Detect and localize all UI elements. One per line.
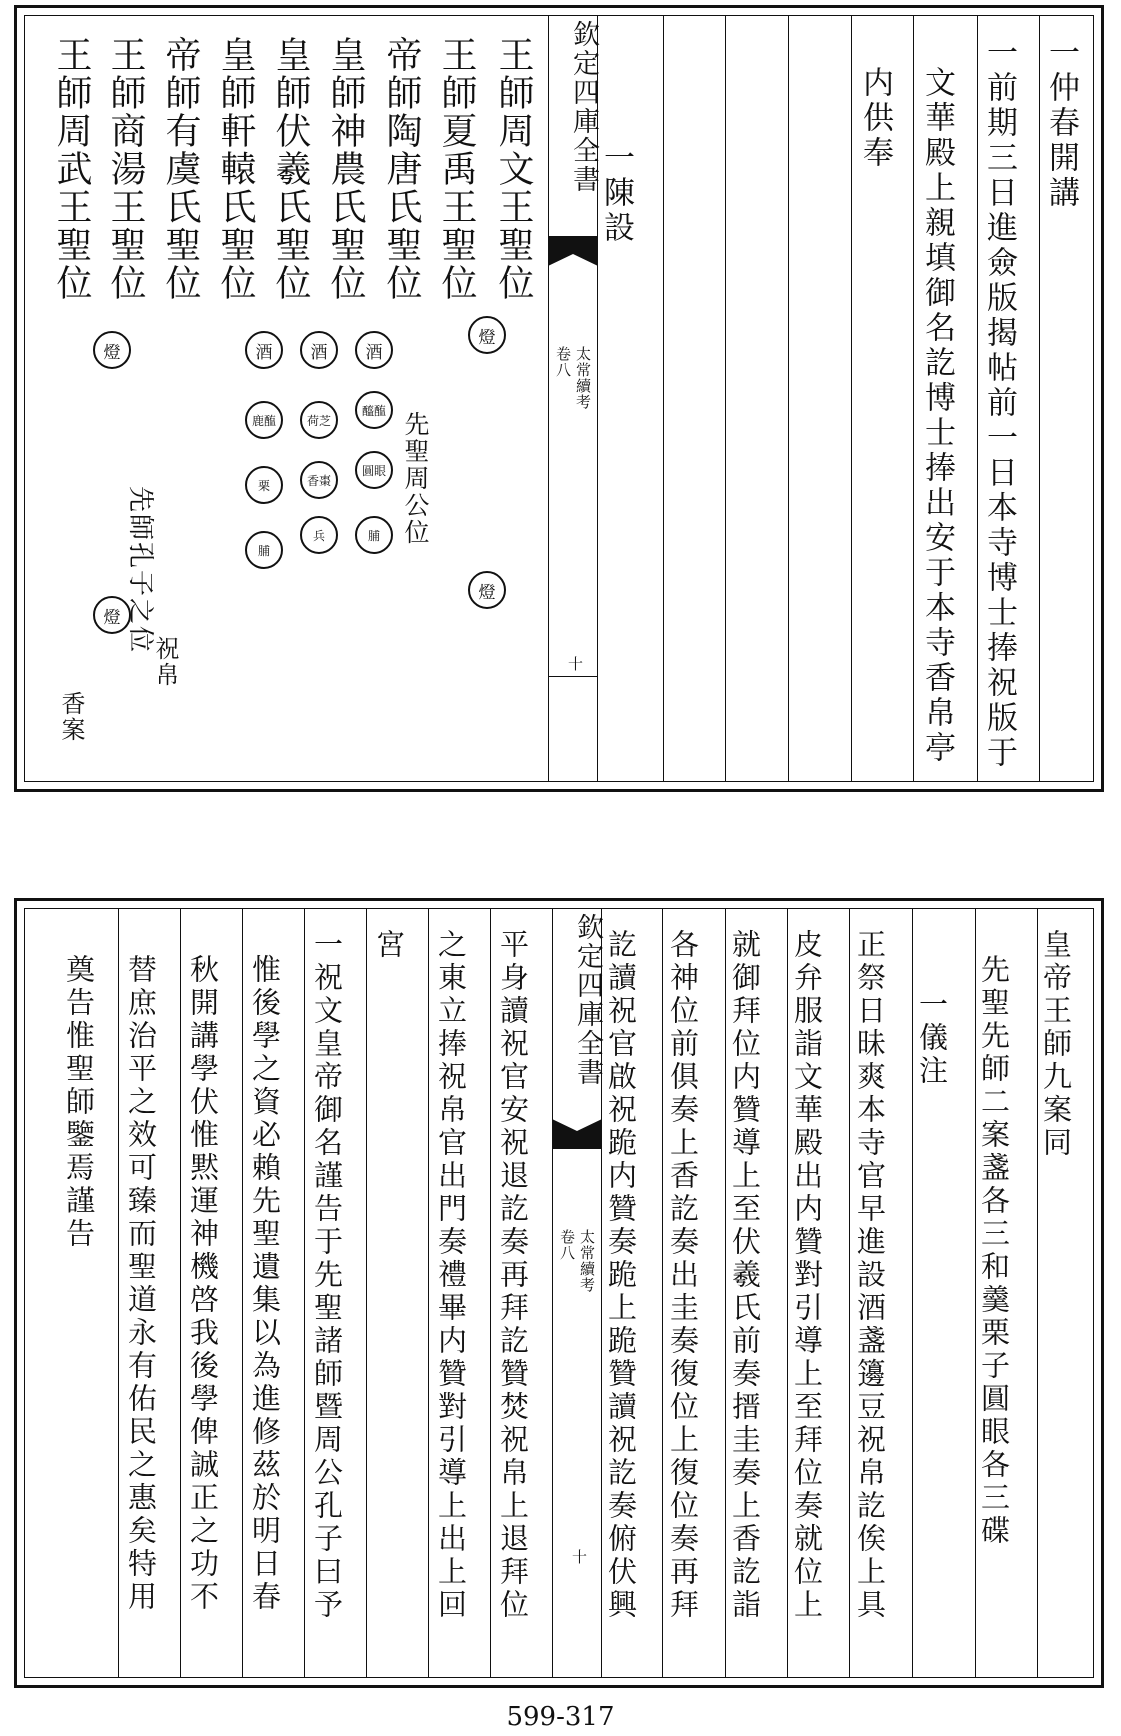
- divider: [849, 909, 850, 1677]
- text-column: 一祝文皇帝御名謹告于先聖諸師暨周公孔子曰予: [310, 929, 344, 1622]
- text-column: 各神位前俱奏上香訖奏出圭奏復位上復位奏再拜: [666, 929, 700, 1622]
- duke-zhou-seat: 先聖周公位: [401, 411, 430, 546]
- text-column: 文華殿上親填御名訖博士捧出安于本寺香帛亭: [919, 66, 955, 766]
- divider: [662, 909, 663, 1677]
- lamp-tag: 燈: [468, 571, 506, 609]
- food-tag: 栗: [245, 466, 283, 504]
- prayer-silk-label: 祝帛: [151, 636, 179, 688]
- text-column: 一儀注: [915, 989, 949, 1088]
- text-column: 正祭日昧爽本寺官早進設酒盞籩豆祝帛訖俟上具: [853, 929, 887, 1622]
- text-column: 一前期三日進僉版揭帖前一日本寺博士捧祝版于: [981, 36, 1017, 771]
- food-tag: 香棗: [300, 461, 338, 499]
- center-banner: [548, 16, 598, 781]
- altar-name: 王師商湯王聖位: [105, 36, 146, 302]
- text-column: 之東立捧祝帛官出門奏禮畢内贊對引導上出上回: [434, 929, 468, 1622]
- text-column: 秋開講學伏惟黙運神機啓我後學俾誠正之功不: [186, 954, 220, 1614]
- divider: [118, 909, 119, 1677]
- banner-rule: [548, 676, 598, 677]
- text-column: 宮: [372, 929, 406, 962]
- banner-title: 欽定四庫全書: [568, 20, 599, 194]
- lamp-tag: 燈: [468, 316, 506, 354]
- divider: [366, 909, 367, 1677]
- lamp-tag: 燈: [93, 596, 131, 634]
- divider: [242, 909, 243, 1677]
- fish-tail-mark: [552, 1119, 602, 1149]
- food-tag: 醯醢: [355, 391, 393, 429]
- divider: [725, 909, 726, 1677]
- divider: [977, 16, 978, 781]
- text-column: 内供奉: [857, 66, 893, 171]
- confucius-seat: 先師孔子之位: [125, 486, 155, 655]
- banner-volume: 卷八: [558, 1229, 576, 1261]
- lamp-tag: 燈: [93, 331, 131, 369]
- wine-tag: 酒: [300, 331, 338, 369]
- divider: [912, 909, 913, 1677]
- fish-tail-mark: [548, 236, 598, 266]
- divider: [913, 16, 914, 781]
- bottom-leaf: [14, 898, 1104, 1688]
- top-leaf: [14, 5, 1104, 792]
- divider: [428, 909, 429, 1677]
- bottom-leaf-frame: [24, 908, 1094, 1678]
- text-column: 皮弁服詣文華殿出内贊對引導上至拜位奏就位上: [790, 929, 824, 1622]
- banner-volume: 卷八: [554, 346, 572, 378]
- text-column: 一仲春開講: [1043, 36, 1079, 211]
- food-tag: 圓眼: [355, 451, 393, 489]
- text-column: 皇帝王師九案同: [1039, 929, 1073, 1160]
- incense-table-label: 香案: [57, 691, 85, 743]
- text-column: 就御拜位内贊導上至伏羲氏前奏搢圭奏上香訖詣: [728, 929, 762, 1622]
- altar-name: 皇師神農氏聖位: [325, 36, 366, 302]
- text-column: 平身讀祝官安祝退訖奏再拜訖贊焚祝帛上退拜位: [496, 929, 530, 1622]
- altar-name: 皇師軒轅氏聖位: [215, 36, 256, 302]
- food-tag: 兵: [300, 516, 338, 554]
- banner-page: 十: [566, 656, 584, 672]
- center-banner: [552, 909, 602, 1677]
- text-column: 奠告惟聖師鑒焉謹告: [62, 954, 96, 1251]
- wine-tag: 酒: [245, 331, 283, 369]
- banner-title: 欽定四庫全書: [572, 913, 603, 1087]
- divider: [1039, 16, 1040, 781]
- text-column: 替庶治平之效可臻而聖道永有佑民之惠矣特用: [124, 954, 158, 1614]
- divider: [788, 16, 789, 781]
- top-leaf-frame: [24, 15, 1094, 782]
- altar-name: 王師周文王聖位: [493, 36, 534, 302]
- page-number: 599-317: [506, 1702, 615, 1732]
- divider: [851, 16, 852, 781]
- banner-book: 太常續考: [574, 346, 592, 410]
- divider: [787, 909, 788, 1677]
- text-column: 先聖先師二案盞各三和羹栗子圓眼各三碟: [977, 954, 1011, 1548]
- altar-name: 王師周武王聖位: [51, 36, 92, 302]
- altar-name: 王師夏禹王聖位: [436, 36, 477, 302]
- food-tag: 脯: [245, 531, 283, 569]
- divider: [180, 909, 181, 1677]
- altar-name: 皇師伏羲氏聖位: [270, 36, 311, 302]
- banner-page: 十: [570, 1549, 588, 1565]
- banner-book: 太常續考: [578, 1229, 596, 1293]
- food-tag: 鹿醢: [245, 401, 283, 439]
- divider: [1037, 909, 1038, 1677]
- section-heading: 一陳設: [598, 141, 634, 246]
- divider: [304, 909, 305, 1677]
- divider: [725, 16, 726, 781]
- food-tag: 荷芝: [300, 401, 338, 439]
- food-tag: 脯: [355, 516, 393, 554]
- text-column: 訖讀祝官啟祝跪内贊奏跪上跪贊讀祝訖奏俯伏興: [604, 929, 638, 1622]
- divider: [490, 909, 491, 1677]
- altar-name: 帝師陶唐氏聖位: [381, 36, 422, 302]
- divider: [975, 909, 976, 1677]
- altar-name: 帝師有虞氏聖位: [160, 36, 201, 302]
- wine-tag: 酒: [355, 331, 393, 369]
- divider: [663, 16, 664, 781]
- text-column: 惟後學之資必賴先聖遺集以為進修茲於明日春: [248, 954, 282, 1614]
